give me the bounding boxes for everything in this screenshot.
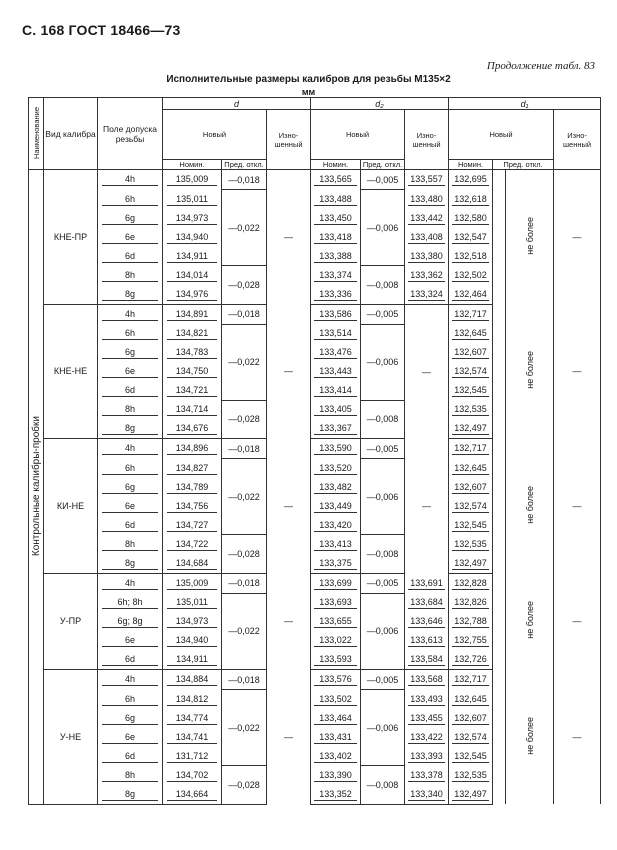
d2-nominal-value: 133,655	[311, 612, 361, 631]
tolerance-value: 6g	[98, 343, 163, 362]
d1-nominal-value: 132,545	[449, 381, 493, 400]
tolerance-value: 4h	[98, 670, 163, 690]
page-header: С. 168 ГОСТ 18466—73	[22, 22, 181, 38]
d2-worn-value: 133,393	[405, 747, 449, 766]
d-limit-deviation: —0,028	[222, 400, 267, 439]
d2-limit-deviation: —0,008	[361, 535, 405, 574]
d2-nominal-value: 133,450	[311, 209, 361, 228]
table-body	[29, 170, 601, 805]
d2-worn-value: 133,646	[405, 612, 449, 631]
d-nominal-value: 134,721	[163, 381, 222, 400]
calibration-table	[28, 97, 601, 805]
d1-worn-value: —	[554, 304, 601, 439]
d-limit-deviation: —0,018	[222, 573, 267, 593]
d-nominal-value: 134,727	[163, 516, 222, 535]
d2-worn-value: 133,455	[405, 709, 449, 728]
d-limit-deviation: —0,028	[222, 766, 267, 805]
tolerance-value: 6h	[98, 459, 163, 478]
gauge-type-label: КНЕ-НЕ	[44, 304, 98, 439]
d1-nominal-value: 132,464	[449, 285, 493, 305]
d1-deviation-blank	[493, 573, 506, 670]
d2-worn-value: 133,493	[405, 690, 449, 709]
tolerance-value: 6d	[98, 381, 163, 400]
d1-worn-value: —	[554, 573, 601, 670]
gauge-group-label: Контрольные калибры-пробки	[29, 170, 44, 805]
d1-nominal-value: 132,518	[449, 247, 493, 266]
d-nominal-value: 134,014	[163, 266, 222, 285]
d-limit-deviation: —0,028	[222, 535, 267, 574]
d-nominal-value: 135,011	[163, 593, 222, 612]
tolerance-value: 4h	[98, 170, 163, 190]
d2-nominal-value: 133,402	[311, 747, 361, 766]
d1-nominal-value: 132,497	[449, 419, 493, 439]
d2-worn-value: 133,613	[405, 631, 449, 650]
d2-nominal-value: 133,352	[311, 785, 361, 805]
d2-limit-deviation: —0,005	[361, 439, 405, 459]
d1-nominal-value: 132,574	[449, 497, 493, 516]
d2-nominal-value: 133,413	[311, 535, 361, 554]
d1-deviation-blank	[493, 304, 506, 439]
d-limit-deviation: —0,018	[222, 439, 267, 459]
d2-limit-deviation: —0,008	[361, 400, 405, 439]
d2-worn-value: 133,340	[405, 785, 449, 805]
table-row	[29, 670, 601, 690]
d1-deviation-blank	[493, 670, 506, 805]
d1-new-header: Новый	[449, 110, 554, 160]
d-nominal-value: 134,891	[163, 304, 222, 324]
not-more-label: не более	[506, 439, 554, 574]
tolerance-value: 6d	[98, 650, 163, 670]
d2-nominal-value: 133,693	[311, 593, 361, 612]
d1-nominal-value: 132,497	[449, 785, 493, 805]
d1-nominal-value: 132,607	[449, 709, 493, 728]
d-nominal-value: 134,789	[163, 478, 222, 497]
not-more-label: не более	[506, 170, 554, 305]
d2-worn-value: 133,691	[405, 573, 449, 593]
d2-limit-deviation: —0,006	[361, 324, 405, 400]
d-nominal-value: 134,664	[163, 785, 222, 805]
d-worn-value: —	[267, 304, 311, 439]
not-more-label: не более	[506, 304, 554, 439]
d-nominal-value: 134,896	[163, 439, 222, 459]
col-d2-header: d₂	[311, 98, 449, 110]
tolerance-value: 6d	[98, 247, 163, 266]
d1-nominal-value: 132,645	[449, 690, 493, 709]
d-limit-deviation: —0,022	[222, 459, 267, 535]
d2-nominal-value: 133,576	[311, 670, 361, 690]
d2-nominal-value: 133,482	[311, 478, 361, 497]
tolerance-value: 4h	[98, 304, 163, 324]
d1-nominal-value: 132,497	[449, 554, 493, 574]
d2-nominal-value: 133,022	[311, 631, 361, 650]
units-label: мм	[301, 87, 316, 97]
tolerance-value: 6h	[98, 190, 163, 209]
d-nominal-value: 134,827	[163, 459, 222, 478]
d2-worn-value: 133,568	[405, 670, 449, 690]
d1-nominal-value: 132,502	[449, 266, 493, 285]
d1-nominal-value: 132,535	[449, 766, 493, 785]
col-name-header: Наименование	[29, 98, 44, 170]
col-gauge-type-header: Вид калибра	[44, 98, 98, 170]
d2-limit-deviation: —0,005	[361, 170, 405, 190]
d2-nominal-value: 133,418	[311, 228, 361, 247]
tolerance-value: 8h	[98, 400, 163, 419]
d-nominal-value: 134,976	[163, 285, 222, 305]
d1-nominal-value: 132,788	[449, 612, 493, 631]
d2-nominal-value: 133,375	[311, 554, 361, 574]
d2-limit-deviation: —0,006	[361, 459, 405, 535]
tolerance-value: 6g	[98, 709, 163, 728]
tolerance-value: 6e	[98, 631, 163, 650]
d-worn-value: —	[267, 170, 311, 305]
d1-nominal-value: 132,826	[449, 593, 493, 612]
tolerance-value: 6e	[98, 728, 163, 747]
d2-worn-value: 133,684	[405, 593, 449, 612]
d2-worn-value: 133,380	[405, 247, 449, 266]
table-header	[29, 98, 601, 170]
d2-dev-header: Пред. откл.	[361, 160, 405, 170]
d2-nominal-value: 133,443	[311, 362, 361, 381]
tolerance-value: 6e	[98, 228, 163, 247]
col-tolerance-header: Поле допуска резьбы	[98, 98, 163, 170]
d1-nominal-value: 132,607	[449, 478, 493, 497]
tolerance-value: 6e	[98, 497, 163, 516]
table-row	[29, 170, 601, 190]
tolerance-value: 8g	[98, 285, 163, 305]
d2-nominal-value: 133,502	[311, 690, 361, 709]
gauge-type-label: КНЕ-ПР	[44, 170, 98, 305]
tolerance-value: 6g; 8g	[98, 612, 163, 631]
d1-nominal-value: 132,717	[449, 670, 493, 690]
d1-deviation-blank	[493, 439, 506, 574]
d2-limit-deviation: —0,006	[361, 190, 405, 266]
d2-limit-deviation: —0,005	[361, 670, 405, 690]
d1-worn-value: —	[554, 670, 601, 805]
d2-limit-deviation: —0,008	[361, 766, 405, 805]
d2-worn-value: 133,324	[405, 285, 449, 305]
tolerance-value: 8h	[98, 535, 163, 554]
d-limit-deviation: —0,028	[222, 266, 267, 305]
d2-nominal-value: 133,405	[311, 400, 361, 419]
d2-nominal-value: 133,388	[311, 247, 361, 266]
d2-nominal-value: 133,420	[311, 516, 361, 535]
d1-worn-value: —	[554, 439, 601, 574]
d-new-header: Новый	[163, 110, 267, 160]
col-d-header: d	[163, 98, 311, 110]
d-nominal-value: 134,774	[163, 709, 222, 728]
tolerance-value: 6g	[98, 478, 163, 497]
d-nominal-value: 134,702	[163, 766, 222, 785]
d-nominal-value: 134,940	[163, 228, 222, 247]
d1-nominal-value: 132,607	[449, 343, 493, 362]
table-title: Исполнительные размеры калибров для резьбы М135×2	[166, 74, 451, 85]
d-nominal-value: 134,911	[163, 650, 222, 670]
d1-nominal-value: 132,828	[449, 573, 493, 593]
d-nominal-value: 134,714	[163, 400, 222, 419]
d2-nominal-value: 133,488	[311, 190, 361, 209]
d-dev-header: Пред. откл.	[222, 160, 267, 170]
d-nominal-value: 134,812	[163, 690, 222, 709]
gauge-type-label: У-НЕ	[44, 670, 98, 805]
d2-nominal-value: 133,390	[311, 766, 361, 785]
tolerance-value: 6g	[98, 209, 163, 228]
d1-nominal-value: 132,535	[449, 535, 493, 554]
d2-worn-value: 133,362	[405, 266, 449, 285]
d2-new-header: Новый	[311, 110, 405, 160]
d1-nominal-value: 132,645	[449, 324, 493, 343]
d1-deviation-blank	[493, 170, 506, 305]
d2-nominal-value: 133,431	[311, 728, 361, 747]
d-limit-deviation: —0,022	[222, 324, 267, 400]
d-nominal-value: 134,741	[163, 728, 222, 747]
d-nominal-value: 134,884	[163, 670, 222, 690]
tolerance-value: 6h	[98, 690, 163, 709]
d1-nominal-value: 132,545	[449, 747, 493, 766]
tolerance-value: 8h	[98, 266, 163, 285]
d2-worn-value: —	[405, 439, 449, 574]
tolerance-value: 4h	[98, 573, 163, 593]
d2-limit-deviation: —0,005	[361, 304, 405, 324]
gauge-type-label: У-ПР	[44, 573, 98, 670]
d2-limit-deviation: —0,006	[361, 690, 405, 766]
tolerance-value: 4h	[98, 439, 163, 459]
d2-nominal-value: 133,590	[311, 439, 361, 459]
d-limit-deviation: —0,018	[222, 304, 267, 324]
table-row	[29, 304, 601, 324]
d2-nominal-value: 133,586	[311, 304, 361, 324]
d-worn-value: —	[267, 573, 311, 670]
col-d1-header: d₁	[449, 98, 601, 110]
d2-nominal-header: Номин.	[311, 160, 361, 170]
gauge-type-label: КИ-НЕ	[44, 439, 98, 574]
d2-worn-value: 133,557	[405, 170, 449, 190]
d1-nominal-value: 132,574	[449, 728, 493, 747]
d-nominal-value: 134,756	[163, 497, 222, 516]
d-nominal-value: 134,684	[163, 554, 222, 574]
d2-nominal-value: 133,449	[311, 497, 361, 516]
d2-nominal-value: 133,464	[311, 709, 361, 728]
d-nominal-header: Номин.	[163, 160, 222, 170]
not-more-label: не более	[506, 670, 554, 805]
tolerance-value: 6d	[98, 747, 163, 766]
d-limit-deviation: —0,018	[222, 170, 267, 190]
d-nominal-value: 134,973	[163, 612, 222, 631]
d-nominal-value: 134,973	[163, 209, 222, 228]
d2-nominal-value: 133,336	[311, 285, 361, 305]
tolerance-value: 6h; 8h	[98, 593, 163, 612]
d1-worn-value: —	[554, 170, 601, 305]
d1-nominal-value: 132,717	[449, 304, 493, 324]
d1-nominal-value: 132,726	[449, 650, 493, 670]
d2-worn-value: 133,584	[405, 650, 449, 670]
d-limit-deviation: —0,022	[222, 593, 267, 670]
tolerance-value: 6h	[98, 324, 163, 343]
table-row	[29, 573, 601, 593]
d1-nominal-value: 132,535	[449, 400, 493, 419]
d2-nominal-value: 133,565	[311, 170, 361, 190]
d2-worn-value: 133,408	[405, 228, 449, 247]
tolerance-value: 8g	[98, 785, 163, 805]
d1-worn-header: Изно-шенный	[554, 110, 601, 170]
d1-nominal-value: 132,717	[449, 439, 493, 459]
d2-nominal-value: 133,514	[311, 324, 361, 343]
d2-limit-deviation: —0,005	[361, 573, 405, 593]
d-worn-value: —	[267, 670, 311, 805]
d-nominal-value: 135,009	[163, 573, 222, 593]
d-nominal-value: 134,676	[163, 419, 222, 439]
d2-nominal-value: 133,374	[311, 266, 361, 285]
d-nominal-value: 134,783	[163, 343, 222, 362]
d-limit-deviation: —0,018	[222, 670, 267, 690]
d-nominal-value: 131,712	[163, 747, 222, 766]
d-nominal-value: 135,011	[163, 190, 222, 209]
d1-dev-header: Пред. откл.	[493, 160, 554, 170]
d2-nominal-value: 133,520	[311, 459, 361, 478]
tolerance-value: 6d	[98, 516, 163, 535]
d2-nominal-value: 133,699	[311, 573, 361, 593]
continuation-note: Продолжение табл. 83	[486, 60, 595, 72]
tolerance-value: 8h	[98, 766, 163, 785]
table-row	[29, 439, 601, 459]
d-nominal-value: 134,750	[163, 362, 222, 381]
d-limit-deviation: —0,022	[222, 190, 267, 266]
d2-worn-value: 133,422	[405, 728, 449, 747]
d-limit-deviation: —0,022	[222, 690, 267, 766]
d2-limit-deviation: —0,008	[361, 266, 405, 305]
d1-nominal-value: 132,618	[449, 190, 493, 209]
d-nominal-value: 134,940	[163, 631, 222, 650]
d1-nominal-value: 132,580	[449, 209, 493, 228]
not-more-label: не более	[506, 573, 554, 670]
d2-nominal-value: 133,367	[311, 419, 361, 439]
d2-nominal-value: 133,593	[311, 650, 361, 670]
d2-worn-value: 133,378	[405, 766, 449, 785]
d-nominal-value: 134,821	[163, 324, 222, 343]
tolerance-value: 6e	[98, 362, 163, 381]
tolerance-value: 8g	[98, 419, 163, 439]
d-nominal-value: 134,722	[163, 535, 222, 554]
d1-nominal-header: Номин.	[449, 160, 493, 170]
d1-nominal-value: 132,547	[449, 228, 493, 247]
d1-nominal-value: 132,755	[449, 631, 493, 650]
d2-limit-deviation: —0,006	[361, 593, 405, 670]
d1-nominal-value: 132,695	[449, 170, 493, 190]
d1-nominal-value: 132,574	[449, 362, 493, 381]
d2-worn-value: 133,442	[405, 209, 449, 228]
d2-worn-header: Изно-шенный	[405, 110, 449, 170]
tolerance-value: 8g	[98, 554, 163, 574]
d2-nominal-value: 133,476	[311, 343, 361, 362]
d-nominal-value: 134,911	[163, 247, 222, 266]
d-worn-header: Изно-шенный	[267, 110, 311, 170]
d2-worn-value: —	[405, 304, 449, 439]
d1-nominal-value: 132,645	[449, 459, 493, 478]
d2-nominal-value: 133,414	[311, 381, 361, 400]
d-worn-value: —	[267, 439, 311, 574]
d1-nominal-value: 132,545	[449, 516, 493, 535]
d-nominal-value: 135,009	[163, 170, 222, 190]
d2-worn-value: 133,480	[405, 190, 449, 209]
